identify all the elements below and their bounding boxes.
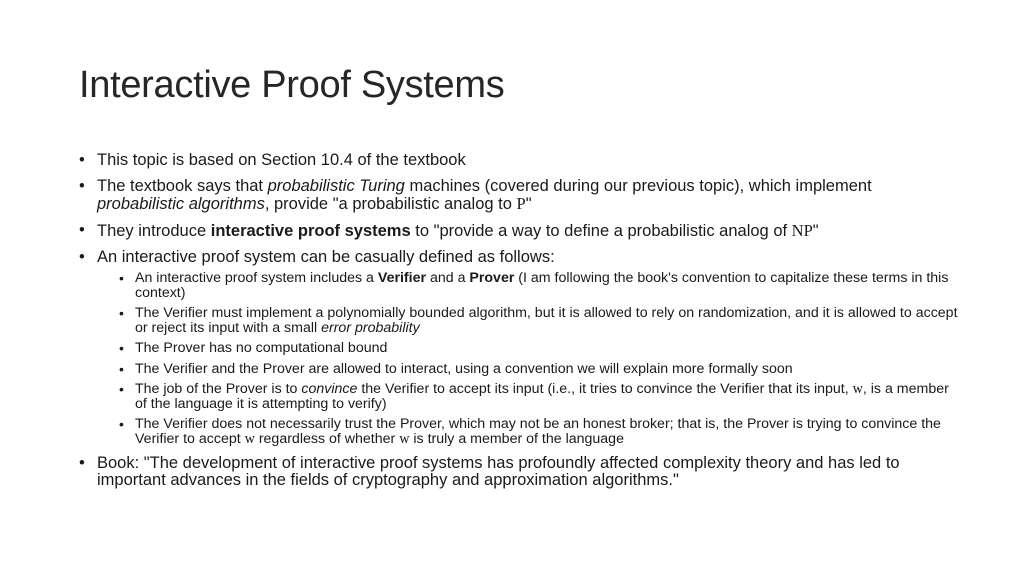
emphasis-text: error probability [321, 319, 420, 336]
bullet-text: and a [426, 270, 470, 286]
sub-bullet-item-3 [119, 341, 959, 356]
bullet-text: to "provide a way to define a probabilistic analog of [410, 222, 792, 240]
bullet-marker: • [79, 151, 85, 169]
bullet-marker: • [119, 360, 124, 377]
bullet-text: The Verifier must implement a polynomially bounded algorithm, but it is allowed to rely on randomization, and it is allowed to accept or reject its input with a small [135, 305, 958, 336]
bullet-text: , is a member of the language it is attempting to verify) [135, 381, 949, 412]
strong-text: Prover [469, 270, 515, 286]
sub-bullet-item-4 [119, 362, 959, 377]
bullet-marker: • [79, 454, 85, 472]
sub-bullet-item-5 [119, 382, 959, 411]
strong-text: interactive proof systems [210, 222, 411, 240]
emphasis-text: probabilistic Turing [267, 177, 405, 195]
emphasis-text: convince [301, 381, 358, 397]
bullet-text: An interactive proof system includes a [135, 270, 378, 286]
bullet-marker: • [119, 381, 124, 397]
slide-content [79, 152, 959, 498]
bullet-text: Book: "The development of interactive proof systems has profoundly affected complexity theory and has led to important advances in the fields of cryptography and approximation algorithms." [97, 454, 900, 489]
math-symbol-w: w [399, 430, 410, 447]
bullet-marker: • [79, 248, 85, 266]
bullet-item-3 [79, 222, 959, 240]
math-symbol-np: NP [791, 221, 813, 240]
bullet-item-4 [79, 249, 959, 446]
math-symbol-w: w [852, 381, 863, 397]
bullet-text: This topic is based on Section 10.4 of the textbook [97, 151, 466, 169]
bullet-marker: • [119, 340, 124, 356]
bullet-text: They introduce [97, 222, 211, 240]
strong-text: Verifier [377, 270, 427, 286]
sub-bullet-item-2 [119, 306, 959, 335]
bullet-item-2 [79, 178, 959, 213]
bullet-text: the Verifier to accept its input (i.e., it tries to convince the Verifier that its input, [357, 381, 853, 397]
bullet-item-5 [79, 455, 959, 489]
bullet-marker: • [119, 270, 124, 286]
bullet-text: The Prover has no computational bound [135, 340, 388, 356]
bullet-text: regardless of whether [254, 430, 400, 447]
bullet-text: The Verifier and the Prover are allowed to interact, using a convention we will explain more formally soon [135, 360, 793, 377]
bullet-text: " [812, 222, 819, 240]
math-symbol-p: P [516, 194, 526, 213]
bullet-list [79, 152, 959, 489]
sub-bullet-list [119, 271, 959, 446]
bullet-text: The Verifier does not necessarily trust the Prover, which may not be an honest broker; that is, the Prover is trying to convince the Verifier to accept [135, 416, 941, 447]
bullet-text: " [525, 195, 532, 213]
slide-title: Interactive Proof Systems [79, 64, 505, 106]
bullet-text: is truly a member of the language [409, 430, 624, 447]
bullet-text: The textbook says that [97, 177, 268, 195]
bullet-marker: • [119, 416, 124, 432]
bullet-text: An interactive proof system can be casually defined as follows: [97, 248, 555, 266]
bullet-item-1 [79, 152, 959, 169]
bullet-text: (I am following the book's convention to capitalize these terms in this context) [135, 270, 949, 301]
sub-bullet-item-6 [119, 417, 959, 446]
math-symbol-w: w [244, 430, 255, 447]
bullet-text: , provide "a probabilistic analog to [264, 195, 517, 213]
bullet-marker: • [119, 305, 124, 321]
bullet-marker: • [79, 221, 85, 239]
bullet-text: machines (covered during our previous topic), which implement [404, 177, 872, 195]
emphasis-text: probabilistic algorithms [97, 195, 265, 213]
bullet-text: The job of the Prover is to [135, 381, 302, 397]
bullet-marker: • [79, 177, 85, 195]
sub-bullet-item-1 [119, 271, 959, 300]
